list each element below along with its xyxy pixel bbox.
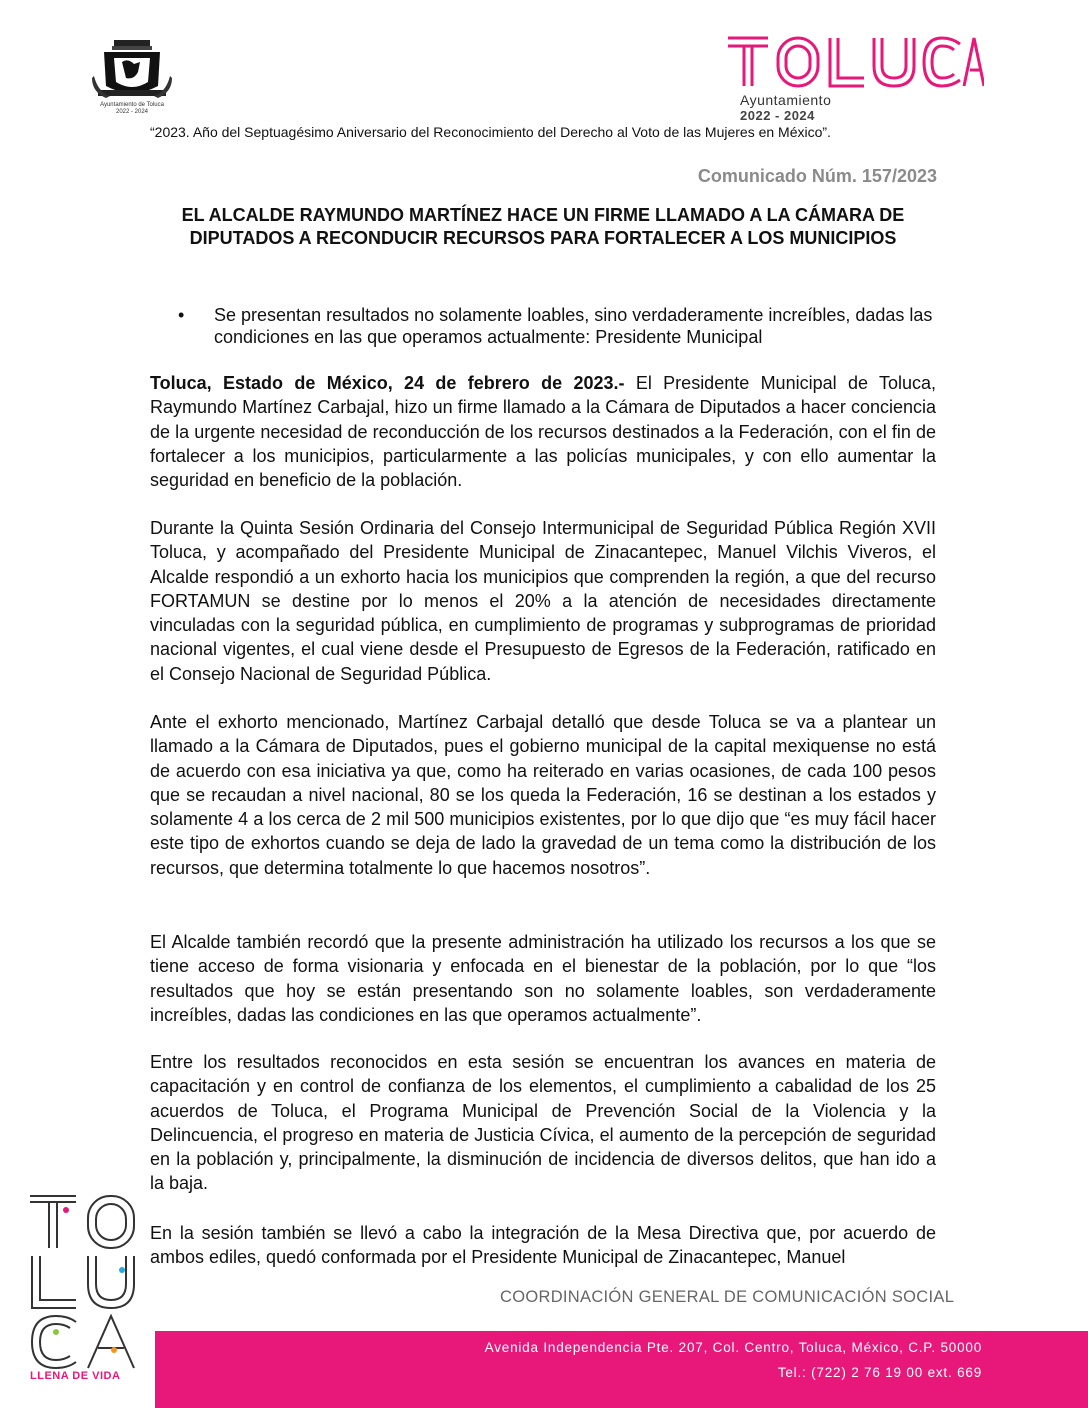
paragraph-1-text: El Presidente Municipal de Toluca, Raymundo Martínez Carbajal, hizo un firme llamado a la Cámara de Diputados a hacer conciencia de la urgente necesidad de reconducción de los recursos destinados a la Federación, con el fin de fortalecer a los municipios, particularmente a las policías municipales, y con ello aumentar la seguridad en beneficio de la población. — [150, 373, 937, 491]
paragraph-5: Entre los resultados reconocidos en esta sesión se encuentran los avances en materia de capacitación y en control de confianza de los elementos, el cumplimiento a cabalidad de los 25 acuerdos de Toluca, el Programa Municipal de Prevención Social de la Violencia y la Delincuencia, el progreso en materia de Justicia Cívica, el aumento de la percepción de seguridad en la población y, principalmente, la disminución de incidencia de diversos delitos, que han ido a la baja. — [150, 1052, 936, 1194]
toluca-stacked-logo-icon — [26, 1190, 146, 1390]
footer-phone: Tel.: (722) 2 76 19 00 ext. 669 — [777, 1365, 982, 1380]
bullet-text: Se presentan resultados no solamente loables, sino verdaderamente increíbles, dadas las condiciones en las que operamos actualmente: Presidente Municipal — [214, 305, 933, 347]
paragraph-6: En la sesión también se llevó a cabo la integración de la Mesa Directiva que, por acuerdo de ambos ediles, quedó conformada por el Presidente Municipal de Zinacantepec, Manuel — [150, 1223, 936, 1268]
logo-subtitle: Ayuntamiento — [740, 92, 832, 108]
paragraph-1 — [150, 371, 936, 492]
logo-tagline: LLENA DE VIDA — [30, 1370, 121, 1382]
paragraph-3: Ante el exhorto mencionado, Martínez Carbajal detalló que desde Toluca se va a plantear un llamado a la Cámara de Diputados, pues el gobierno municipal de la capital mexiquense no está de acuerdo con esa iniciativa ya que, como ha reiterado en varias ocasiones, de cada 100 pesos que se recaudan a nivel nacional, 80 se los queda la Federación, 16 se destinan a los estados y solamente 4 a los cerca de 2 mil 500 municipios existentes, por lo que dijo que “es muy fácil hacer este tipo de exhortos cuando se deja de lado la gravedad de un tema como la distribución de los recursos, que determina totalmente lo que hacemos nosotros”. — [150, 712, 936, 878]
footer-address: Avenida Independencia Pte. 207, Col. Centro, Toluca, México, C.P. 50000 — [484, 1340, 982, 1355]
summary-bullet — [150, 304, 936, 348]
headline: EL ALCALDE RAYMUNDO MARTÍNEZ HACE UN FIRME LLAMADO A LA CÁMARA DE DIPUTADOS A RECONDUCIR RECURSOS PARA FORTALECER A LOS MUNICIPIOS — [181, 205, 905, 248]
coordination-title: COORDINACIÓN GENERAL DE COMUNICACIÓN SOCIAL — [500, 1288, 955, 1306]
year-motto: “2023. Año del Septuagésimo Aniversario del Reconocimiento del Derecho al Voto de las Mujeres en México”. — [150, 124, 831, 140]
paragraph-4: El Alcalde también recordó que la presente administración ha utilizado los recursos a los que se tiene acceso de forma visionaria y enfocada en el bienestar de la población, por lo que “los resultados que hoy se están presentando son no solamente loables, son verdaderamente increíbles, dadas las condiciones en las que operamos actualmente”. — [150, 932, 936, 1025]
paragraph-2: Durante la Quinta Sesión Ordinaria del Consejo Intermunicipal de Seguridad Pública Región XVII Toluca, y acompañado del Presidente Municipal de Zinacantepec, Manuel Vilchis Viveros, el Alcalde respondió a un exhorto hacia los municipios que comprenden la región, a que del recurso FORTAMUN se destine por lo menos el 20% a la atención de necesidades directamente vinculadas con la seguridad pública, en cumplimiento de programas y subprogramas de prioridad nacional vigentes, el cual viene desde el Presupuesto de Egresos de la Federación, ratificado en el Consejo Nacional de Seguridad Pública. — [150, 518, 936, 684]
logo-years: 2022 - 2024 — [740, 108, 815, 123]
crest-caption-years: 2022 - 2024 — [115, 109, 149, 115]
dateline: Toluca, Estado de México, 24 de febrero de 2023.- — [150, 373, 625, 393]
press-release-number: Comunicado Núm. 157/2023 — [697, 166, 937, 186]
toluca-llena-de-vida-logo — [26, 1190, 146, 1390]
toluca-wordmark-icon — [722, 30, 984, 92]
bullet-symbol: • — [178, 305, 185, 325]
municipal-crest-logo — [84, 36, 180, 120]
crest-icon — [84, 36, 180, 102]
toluca-brand-logo — [722, 30, 992, 124]
crest-caption: Ayuntamiento de Toluca — [100, 102, 164, 108]
